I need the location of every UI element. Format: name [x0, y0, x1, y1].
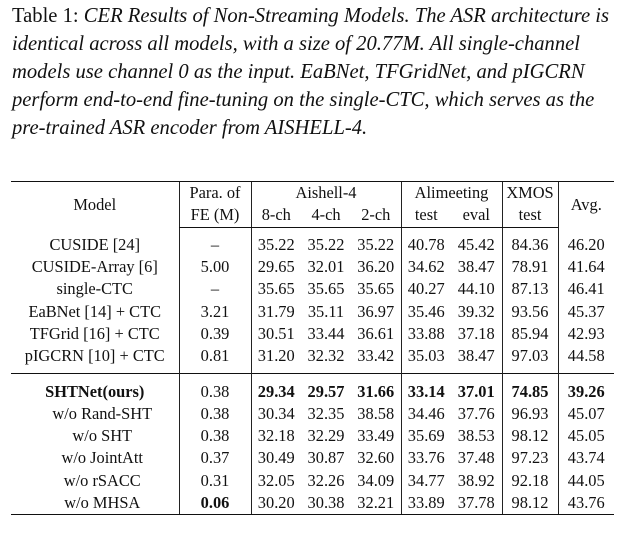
table-row	[11, 234, 614, 256]
table-row	[11, 278, 614, 300]
header-aishell4: Aishell-4	[251, 182, 401, 205]
cell-aishell-2ch: 36.97	[357, 301, 395, 321]
caption-text: CER Results of Non-Streaming Models. The ASR architecture is identical across all models, with a size of 20.77M. All single-channel models use channel 0 as the input. EaBNet, TFGridNet, and pIGCRN perform end-to-end fine-tuning on the single-CTC, which serves as the pre-trained ASR encoder from AISHELL-4.	[12, 5, 610, 139]
cell-aishell-2ch: 32.21	[351, 492, 401, 515]
cell-alimeeting-test: 35.46	[401, 300, 451, 322]
cell-model: w/o MHSA	[11, 492, 179, 515]
cell-avg: 43.76	[558, 492, 614, 515]
cell-model: EaBNet [14] + CTC	[28, 301, 162, 321]
cell-para: –	[179, 278, 251, 300]
cell-avg: 41.64	[558, 256, 614, 278]
header-alimeeting-test: test	[401, 204, 451, 227]
cell-alimeeting-eval: 38.47	[457, 257, 495, 277]
cell-alimeeting-test: 35.69	[401, 425, 451, 447]
cell-alimeeting-test: 40.27	[401, 278, 451, 300]
cell-model: CUSIDE-Array [6]	[31, 257, 158, 277]
cell-aishell-8ch: 35.65	[251, 278, 301, 300]
cell-alimeeting-test: 34.46	[401, 403, 451, 425]
cell-alimeeting-test: 33.88	[401, 323, 451, 345]
cell-xmos-test: 96.93	[502, 403, 558, 425]
cell-model: pIGCRN [10] + CTC	[24, 346, 165, 366]
header-aishell-8ch: 8-ch	[251, 204, 301, 227]
cell-avg: 46.41	[558, 278, 614, 300]
cell-alimeeting-test: 33.14	[401, 380, 451, 402]
cell-alimeeting-test: 33.76	[401, 447, 451, 469]
cell-model: w/o SHT	[72, 426, 133, 446]
table-row	[11, 256, 614, 278]
cell-alimeeting-eval: 45.42	[457, 234, 495, 254]
header-xmos-test: test	[502, 204, 558, 227]
header-model: Model	[11, 182, 179, 228]
table-row	[11, 425, 614, 447]
cell-aishell-8ch: 29.65	[251, 256, 301, 278]
cell-xmos-test: 97.03	[502, 345, 558, 367]
table-row	[11, 300, 614, 322]
cell-para: 0.38	[179, 425, 251, 447]
header-aishell-2ch: 2-ch	[351, 204, 401, 227]
cell-xmos-test: 93.56	[502, 300, 558, 322]
cell-aishell-4ch: 33.44	[307, 323, 345, 343]
cell-para: 0.39	[179, 323, 251, 345]
cell-aishell-2ch: 31.66	[357, 381, 395, 401]
cell-xmos-test: 78.91	[502, 256, 558, 278]
cell-alimeeting-eval: 38.92	[457, 470, 495, 490]
cell-alimeeting-test: 34.62	[401, 256, 451, 278]
header-para-line2: FE (M)	[179, 204, 251, 227]
cell-alimeeting-eval: 37.01	[457, 381, 495, 401]
cell-aishell-2ch: 38.58	[357, 403, 395, 423]
cell-avg: 42.93	[558, 323, 614, 345]
cell-aishell-8ch: 30.51	[251, 323, 301, 345]
cell-aishell-8ch: 30.20	[251, 492, 301, 515]
cell-alimeeting-test: 35.03	[401, 345, 451, 367]
cell-aishell-8ch: 29.34	[251, 380, 301, 402]
cell-para: 0.06	[179, 492, 251, 515]
cell-model: w/o JointAtt	[61, 448, 143, 468]
table-row	[11, 470, 614, 492]
cell-model: CUSIDE [24]	[49, 234, 141, 254]
cell-aishell-4ch: 35.11	[307, 301, 345, 321]
cell-xmos-test: 98.12	[502, 492, 558, 515]
cell-para: 0.37	[179, 447, 251, 469]
table-row	[11, 403, 614, 425]
cell-avg: 45.37	[558, 300, 614, 322]
table-caption	[12, 2, 616, 142]
cell-alimeeting-eval: 38.47	[457, 346, 495, 366]
cell-aishell-4ch: 29.57	[307, 381, 345, 401]
table-row	[11, 323, 614, 345]
header-avg: Avg.	[558, 182, 614, 228]
cell-para: 0.81	[179, 345, 251, 367]
cell-para: –	[179, 234, 251, 256]
cell-alimeeting-eval: 44.10	[457, 279, 495, 299]
cell-aishell-4ch: 35.22	[307, 234, 345, 254]
table-row	[11, 380, 614, 402]
header-alimeeting: Alimeeting	[401, 182, 502, 205]
cell-xmos-test: 92.18	[502, 470, 558, 492]
cell-alimeeting-test: 40.78	[401, 234, 451, 256]
table-row	[11, 345, 614, 367]
cell-aishell-2ch: 35.22	[357, 234, 395, 254]
cell-model: w/o rSACC	[63, 470, 141, 490]
cell-aishell-4ch: 32.29	[307, 426, 345, 446]
cell-aishell-4ch: 32.35	[307, 403, 345, 423]
cell-aishell-8ch: 32.18	[251, 425, 301, 447]
cell-aishell-2ch: 32.60	[357, 448, 395, 468]
cell-para: 0.38	[179, 380, 251, 402]
results-table	[11, 181, 614, 515]
cell-aishell-4ch: 32.01	[307, 257, 345, 277]
cell-alimeeting-test: 33.89	[401, 492, 451, 515]
cell-model: single-CTC	[56, 279, 133, 299]
cell-xmos-test: 84.36	[502, 234, 558, 256]
header-aishell-4ch: 4-ch	[301, 204, 351, 227]
cell-aishell-8ch: 30.49	[251, 447, 301, 469]
cell-aishell-2ch: 36.61	[357, 323, 395, 343]
cell-xmos-test: 74.85	[502, 380, 558, 402]
table-row	[11, 447, 614, 469]
header-xmos: XMOS	[502, 182, 558, 205]
ablation-group	[11, 380, 614, 514]
cell-aishell-2ch: 33.42	[357, 346, 395, 366]
cell-alimeeting-eval: 39.32	[457, 301, 495, 321]
caption-label: Table 1:	[12, 5, 79, 27]
cell-aishell-4ch: 30.38	[301, 492, 351, 515]
cell-aishell-8ch: 31.79	[251, 300, 301, 322]
cell-aishell-8ch: 32.05	[251, 470, 301, 492]
cell-aishell-8ch: 31.20	[251, 345, 301, 367]
cell-avg: 45.05	[558, 425, 614, 447]
cell-para: 5.00	[179, 256, 251, 278]
cell-model: TFGrid [16] + CTC	[29, 323, 160, 343]
cell-aishell-8ch: 35.22	[251, 234, 301, 256]
cell-aishell-8ch: 30.34	[251, 403, 301, 425]
cell-para: 0.38	[179, 403, 251, 425]
cell-alimeeting-eval: 37.48	[457, 448, 495, 468]
cell-alimeeting-eval: 37.76	[457, 403, 495, 423]
header-alimeeting-eval: eval	[451, 204, 502, 227]
cell-aishell-4ch: 30.87	[307, 448, 345, 468]
cell-xmos-test: 97.23	[502, 447, 558, 469]
cell-avg: 39.26	[558, 380, 614, 402]
cell-aishell-4ch: 32.26	[307, 470, 345, 490]
cell-aishell-4ch: 35.65	[307, 279, 345, 299]
header-para-line1: Para. of	[179, 182, 251, 205]
cell-avg: 46.20	[558, 234, 614, 256]
cell-aishell-4ch: 32.32	[307, 346, 345, 366]
cell-aishell-2ch: 33.49	[357, 426, 395, 446]
cell-xmos-test: 87.13	[502, 278, 558, 300]
cell-alimeeting-eval: 37.78	[451, 492, 502, 515]
cell-avg: 44.58	[558, 345, 614, 367]
cell-xmos-test: 98.12	[502, 425, 558, 447]
cell-aishell-2ch: 35.65	[357, 279, 395, 299]
cell-aishell-2ch: 36.20	[357, 257, 395, 277]
cell-avg: 43.74	[558, 447, 614, 469]
cell-avg: 44.05	[558, 470, 614, 492]
cell-model: SHTNet(ours)	[45, 381, 145, 401]
cell-alimeeting-test: 34.77	[401, 470, 451, 492]
cell-aishell-2ch: 34.09	[357, 470, 395, 490]
baseline-group	[11, 234, 614, 368]
cell-model: w/o Rand-SHT	[52, 403, 153, 423]
cell-avg: 45.07	[558, 403, 614, 425]
cell-alimeeting-eval: 38.53	[457, 426, 495, 446]
cell-para: 3.21	[179, 300, 251, 322]
cell-para: 0.31	[179, 470, 251, 492]
cell-alimeeting-eval: 37.18	[457, 323, 495, 343]
cell-xmos-test: 85.94	[502, 323, 558, 345]
table-row	[11, 492, 614, 515]
